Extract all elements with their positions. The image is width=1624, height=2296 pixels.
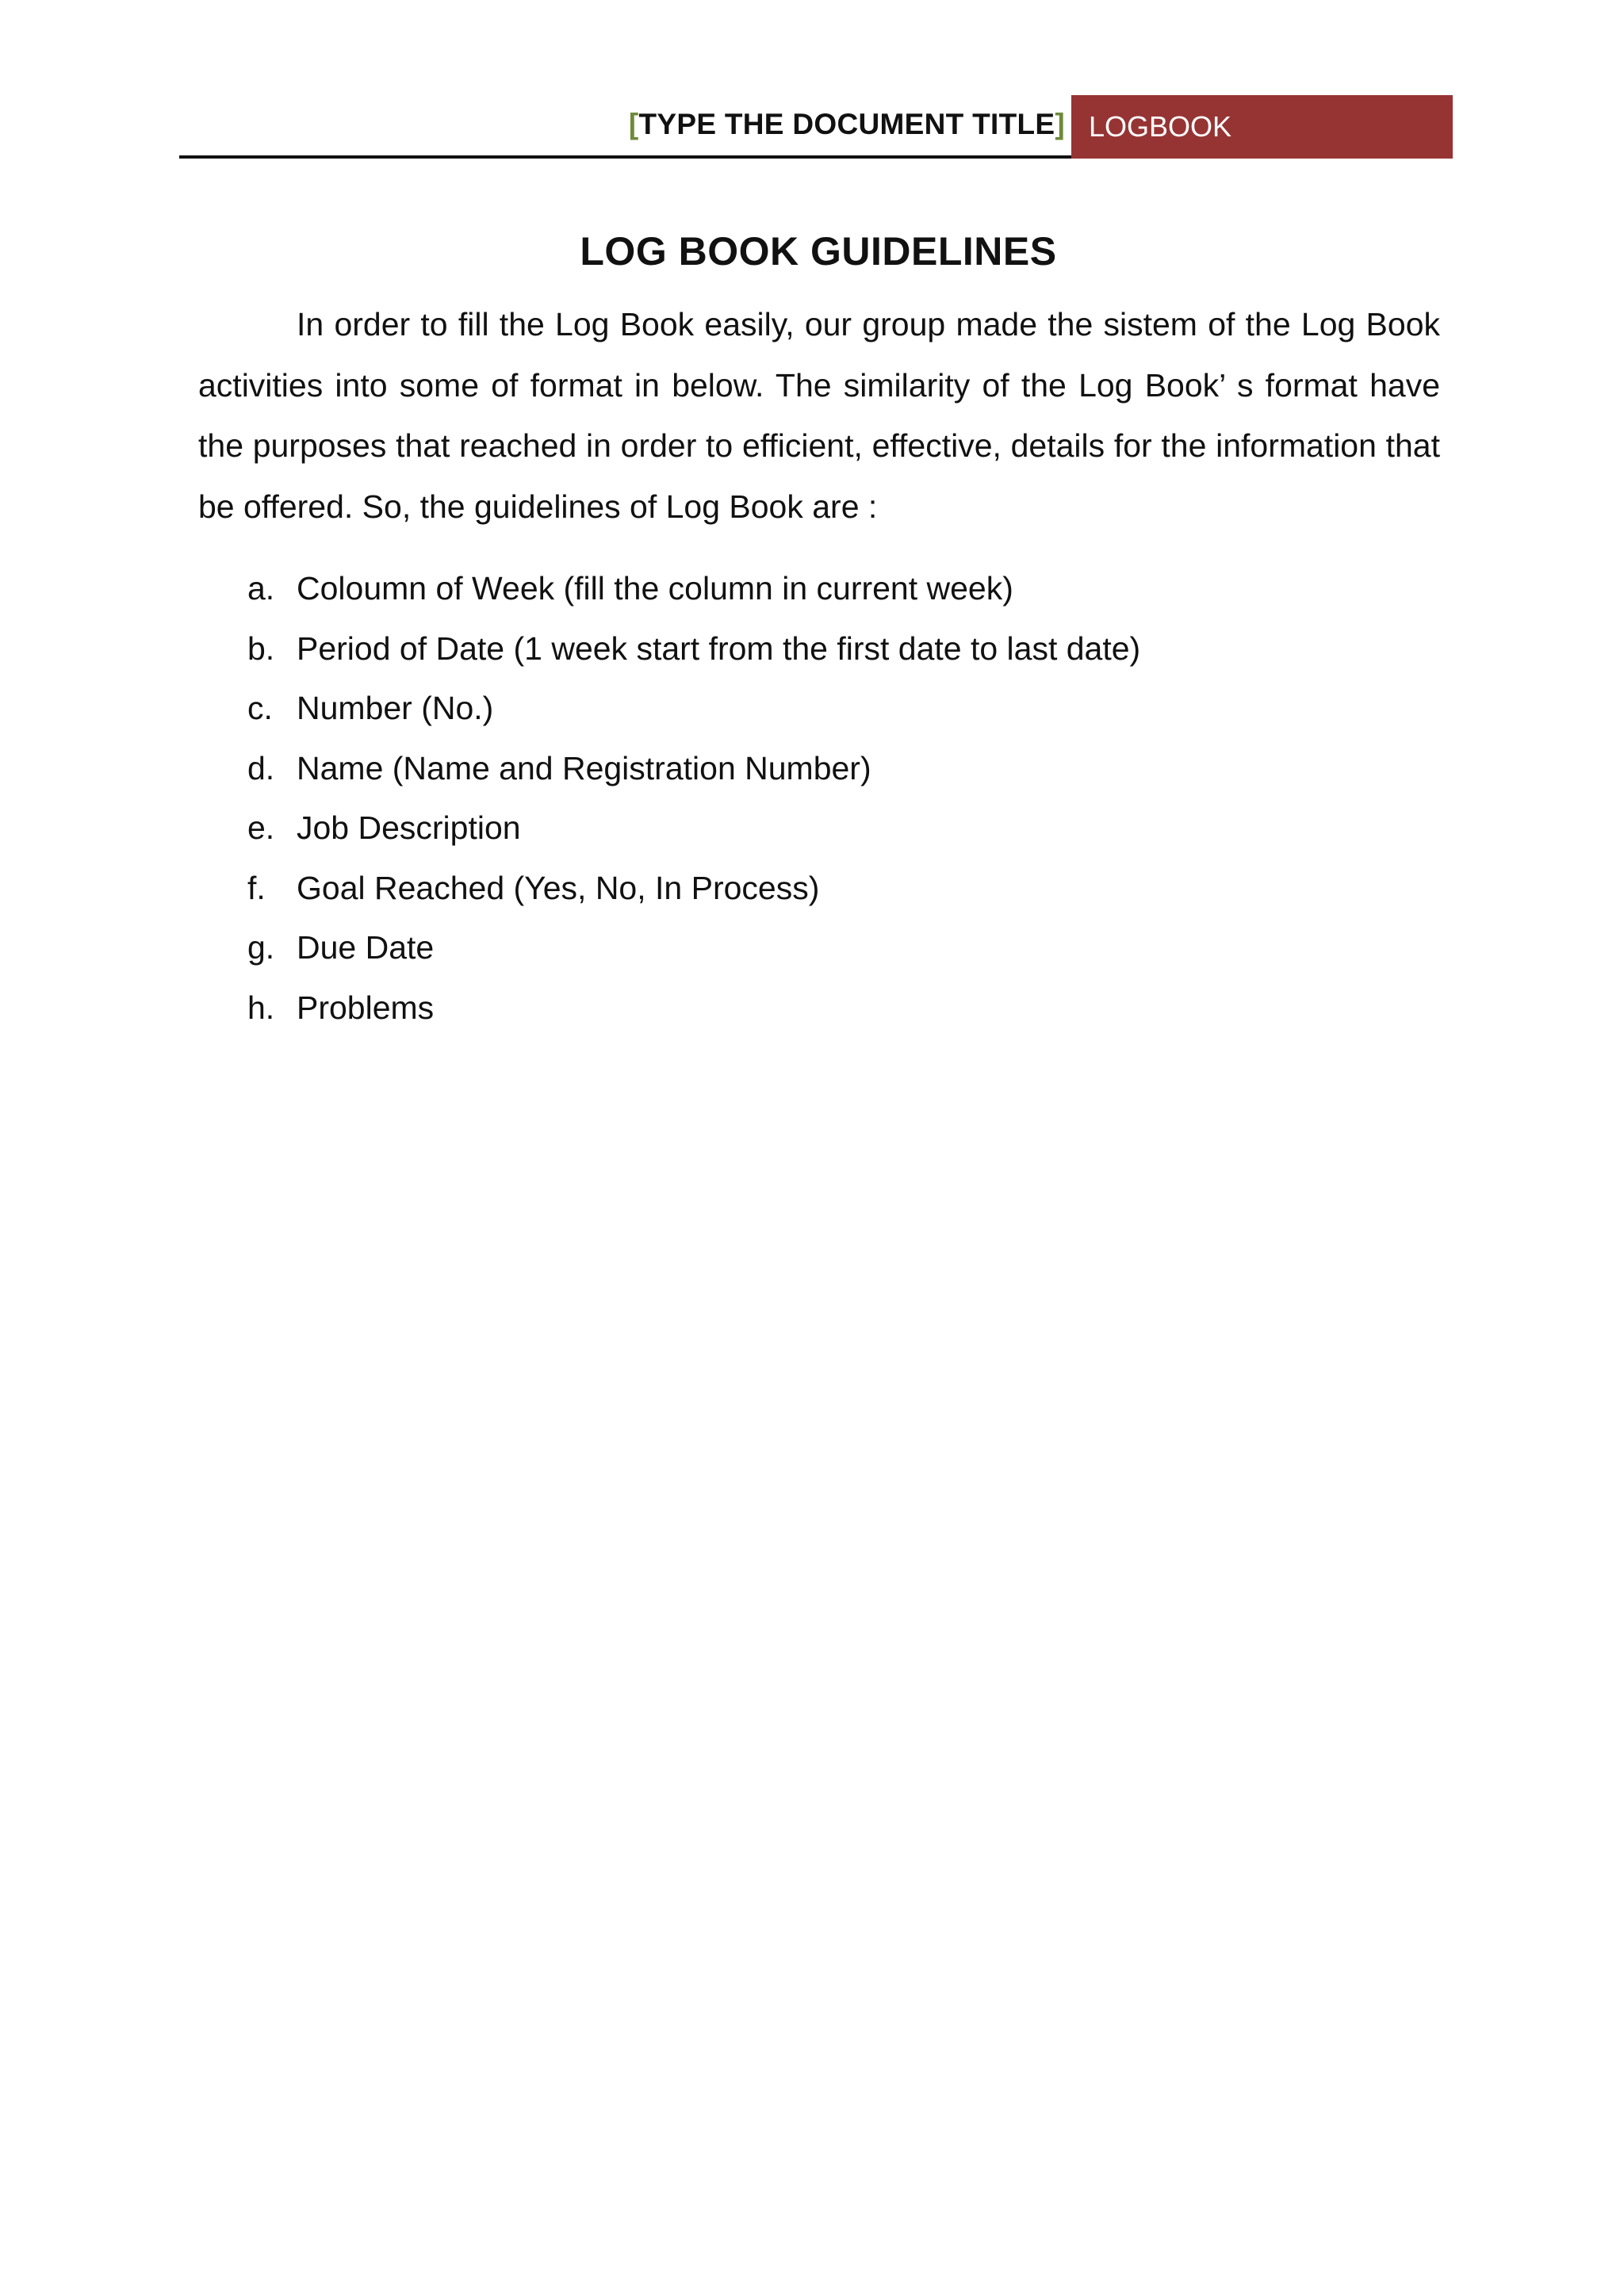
open-bracket: [ [628,108,639,140]
list-item-text: Due Date [297,929,435,966]
list-item [198,924,1435,984]
page-title: LOG BOOK GUIDELINES [580,228,1057,274]
logbook-tag: LOGBOOK [1071,95,1453,159]
list-marker: a. [247,570,275,607]
list-item-text: Problems [297,989,435,1026]
list-item [198,625,1435,685]
list-marker: d. [247,749,275,786]
list-marker: e. [247,809,275,846]
header-rule [179,155,1071,159]
list-item-text: Number (No.) [297,690,494,726]
list-marker: c. [247,690,273,726]
list-marker: g. [247,929,275,966]
list-item-text: Goal Reached (Yes, No, In Process) [297,869,820,906]
list-marker: b. [247,629,275,667]
close-bracket: ] [1055,108,1065,140]
list-item [198,864,1435,924]
document-title-placeholder[interactable] [629,108,1065,141]
list-item-text: Coloumn of Week (fill the column in current week) [297,570,1013,607]
list-item-text: Job Description [297,809,521,846]
list-item [198,744,1435,805]
document-title-text: TYPE THE DOCUMENT TITLE [638,108,1055,140]
list-item-text: Name (Name and Registration Number) [297,749,871,786]
list-item [198,804,1435,864]
list-item [198,684,1435,744]
list-marker: f. [247,869,266,906]
guidelines-list [198,564,1435,1043]
list-item [198,984,1435,1044]
list-marker: h. [247,989,275,1026]
page-header [179,95,1453,159]
intro-paragraph: In order to fill the Log Book easily, our group made the sistem of the Log Book activities into some of format in below. The similarity of the Log Book’ s format have the purposes that reached in order to efficient, effective, details for the information that be offered. So, the guidelines of Log Book are : [198,306,1440,525]
list-item-text: Period of Date (1 week start from the first date to last date) [297,629,1141,667]
list-item [198,564,1435,625]
